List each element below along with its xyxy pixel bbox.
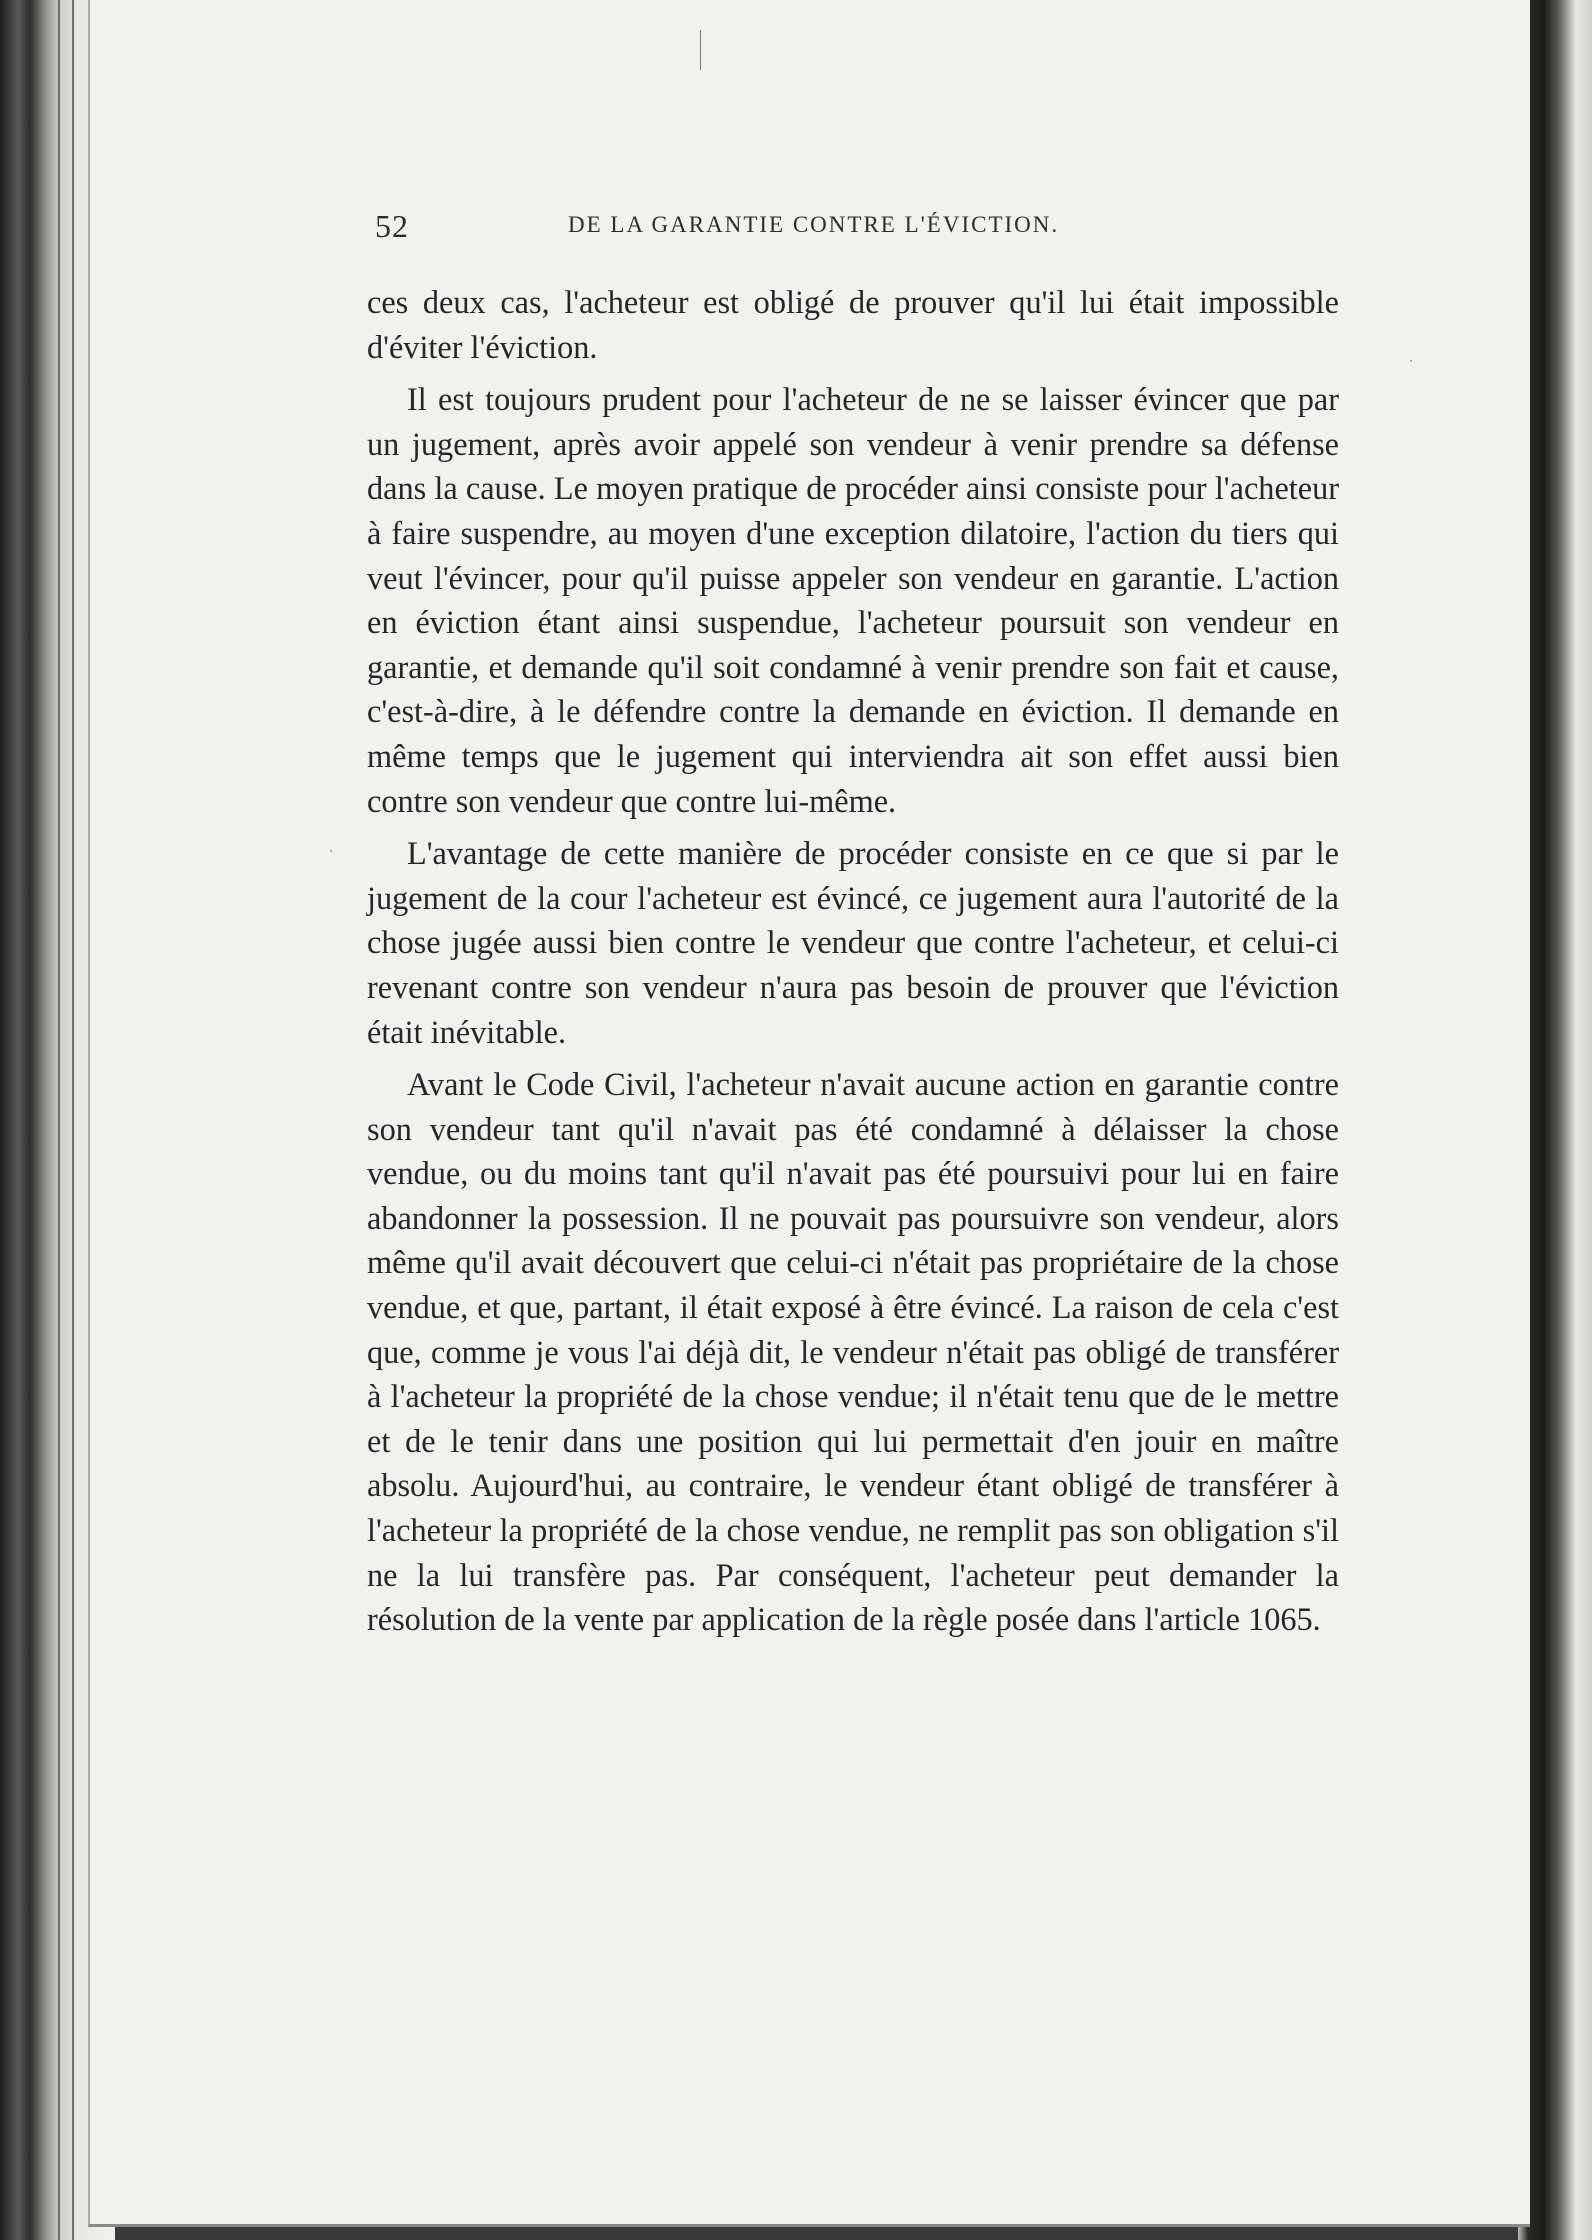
page-edge-line bbox=[72, 0, 74, 2240]
page-number: 52 bbox=[375, 208, 409, 244]
body-text bbox=[367, 280, 1339, 1650]
paragraph: ces deux cas, l'acheteur est obligé de prouver qu'il lui était impossible d'éviter l'éviction. bbox=[367, 284, 1339, 365]
running-head: DE LA GARANTIE CONTRE L'ÉVICTION. bbox=[568, 212, 1060, 237]
scan-speck bbox=[330, 850, 332, 852]
page-header bbox=[375, 208, 1375, 248]
scan-speck bbox=[1410, 360, 1412, 362]
page-edge-line bbox=[58, 0, 60, 2240]
paragraph: Avant le Code Civil, l'acheteur n'avait aucune action en garantie contre son vendeur tant qu'il n'avait pas été condamné à délaisser la chose vendue, ou du moins tant qu'il n'avait pas été poursuivi pour lui en faire abandonner la possession. Il ne pouvait pas poursuivre son vendeur, alors même qu'il avait découvert que celui-ci n'était pas propriétaire de la chose vendue, et que, partant, il était exposé à être évincé. La raison de cela c'est que, comme je vous l'ai déjà dit, le vendeur n'était pas obligé de transférer à l'acheteur la propriété de la chose vendue; il n'était tenu que de le mettre et de le tenir dans une position qui lui permettait d'en jouir en maître absolu. Aujourd'hui, au contraire, le vendeur étant obligé de transférer à l'acheteur la propriété de la chose vendue, ne remplit pas son obligation s'il ne la lui transfère pas. Par conséquent, l'acheteur peut demander la résolution de la vente par application de la règle posée dans l'article 1065. bbox=[367, 1066, 1339, 1638]
scan-mark bbox=[700, 30, 701, 70]
paragraph: Il est toujours prudent pour l'acheteur de ne se laisser évincer que par un jugement, après avoir appelé son vendeur à venir prendre sa défense dans la cause. Le moyen pratique de procéder ainsi consiste pour l'acheteur à faire suspendre, au moyen d'une exception dilatoire, l'action du tiers qui veut l'évincer, pour qu'il puisse appeler son vendeur en garantie. L'action en éviction étant ainsi suspendue, l'acheteur poursuit son vendeur en garantie, et demande qu'il soit condamné à venir prendre son fait et cause, c'est-à-dire, à le défendre contre la demande en éviction. Il demande en même temps que le jugement qui interviendra ait son effet aussi bien contre son vendeur que contre lui-même. bbox=[367, 381, 1339, 819]
paragraph: L'avantage de cette manière de procéder consiste en ce que si par le jugement de la cour l'acheteur est évincé, ce jugement aura l'autorité de la chose jugée aussi bien contre le vendeur que contre l'acheteur, et celui-ci revenant contre son vendeur n'aura pas besoin de prouver que l'éviction était inévitable. bbox=[367, 835, 1339, 1050]
